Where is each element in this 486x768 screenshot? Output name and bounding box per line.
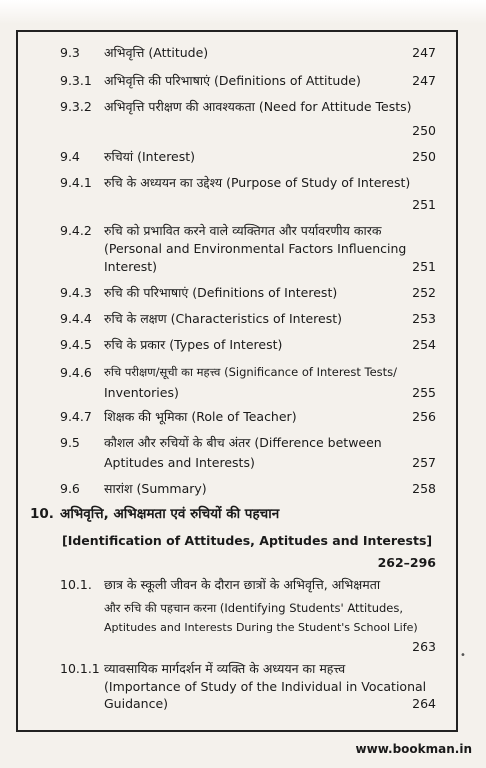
entry-title: व्यावसायिक मार्गदर्शन में व्यक्ति के अध्ययन का महत्त्व xyxy=(104,661,346,676)
chapter-title-hindi: अभिवृत्ति, अभिक्षमता एवं रुचियों की पहचान xyxy=(60,506,280,522)
entry-number: 9.5 xyxy=(60,435,80,450)
entry-title-line2: Aptitudes and Interests) xyxy=(104,455,255,470)
entry-title: रुचि परीक्षण/सूची का महत्त्व (Significance of Interest Tests/ xyxy=(104,365,398,379)
chapter-title-english: [Identification of Attitudes, Aptitudes and Interests] xyxy=(62,533,433,548)
stray-mark: • xyxy=(460,650,466,661)
entry-title: अभिवृत्ति की परिभाषाएं (Definitions of Attitude) xyxy=(104,73,361,88)
entry-number: 9.4.5 xyxy=(60,337,92,352)
entry-title: कौशल और रुचियों के बीच अंतर (Difference between xyxy=(104,435,382,450)
entry-title: छात्र के स्कूली जीवन के दौरान छात्रों के अभिवृत्ति, अभिक्षमता xyxy=(104,577,381,592)
chapter-number: 10. xyxy=(30,506,54,522)
entry-number: 9.3 xyxy=(60,45,80,60)
entry-page: 252 xyxy=(412,285,436,300)
entry-number: 9.3.1 xyxy=(60,73,92,88)
entry-title-line3: Guidance) xyxy=(104,696,169,711)
entry-page: 253 xyxy=(412,311,436,326)
entry-title-line2: (Personal and Environmental Factors Influencing xyxy=(104,241,407,256)
footer-url[interactable]: www.bookman.in xyxy=(355,742,472,756)
entry-title-line3: Aptitudes and Interests During the Student's School Life) xyxy=(104,621,418,634)
entry-title-line2: Inventories) xyxy=(104,385,179,400)
entry-page: 247 xyxy=(412,73,436,88)
entry-page: 263 xyxy=(412,639,436,654)
entry-title: सारांश (Summary) xyxy=(104,481,207,496)
entry-number: 9.4 xyxy=(60,149,80,164)
entry-title: रुचि के प्रकार (Types of Interest) xyxy=(104,337,283,352)
entry-title: अभिवृत्ति परीक्षण की आवश्यकता (Need for Attitude Tests) xyxy=(104,99,412,114)
entry-number: 9.4.2 xyxy=(60,223,92,238)
entry-page: 257 xyxy=(412,455,436,470)
entry-number: 10.1. xyxy=(60,577,92,592)
entry-page: 250 xyxy=(412,149,436,164)
entry-page: 251 xyxy=(412,197,436,212)
entry-title: रुचि की परिभाषाएं (Definitions of Interest) xyxy=(104,285,338,300)
top-page-edge xyxy=(0,0,486,24)
entry-title-line2: और रुचि की पहचान करना (Identifying Students' Attitudes, xyxy=(104,601,404,615)
entry-title: रुचियां (Interest) xyxy=(104,149,196,164)
entry-number: 10.1.1 xyxy=(60,661,100,676)
entry-page: 250 xyxy=(412,123,436,138)
entry-title-line2: (Importance of Study of the Individual in Vocational xyxy=(104,679,427,694)
entry-page: 258 xyxy=(412,481,436,496)
entry-page: 251 xyxy=(412,259,436,274)
entry-number: 9.4.3 xyxy=(60,285,92,300)
entry-title-line3: Interest) xyxy=(104,259,158,274)
entry-title: रुचि को प्रभावित करने वाले व्यक्तिगत और पर्यावरणीय कारक xyxy=(104,223,382,238)
entry-page: 247 xyxy=(412,45,436,60)
entry-number: 9.4.1 xyxy=(60,175,92,190)
entry-title: रुचि के अध्ययन का उद्देश्य (Purpose of Study of Interest) xyxy=(104,175,411,190)
entry-page: 256 xyxy=(412,409,436,424)
entry-number: 9.4.7 xyxy=(60,409,92,424)
entry-number: 9.3.2 xyxy=(60,99,92,114)
entry-page: 254 xyxy=(412,337,436,352)
entry-page: 264 xyxy=(412,696,436,711)
entry-title: रुचि के लक्षण (Characteristics of Interest) xyxy=(104,311,343,326)
entry-title: अभिवृत्ति (Attitude) xyxy=(104,45,209,60)
entry-number: 9.4.6 xyxy=(60,365,92,380)
entry-title: शिक्षक की भूमिका (Role of Teacher) xyxy=(104,409,297,424)
chapter-pages: 262–296 xyxy=(377,555,436,570)
entry-number: 9.6 xyxy=(60,481,80,496)
entry-page: 255 xyxy=(412,385,436,400)
entry-number: 9.4.4 xyxy=(60,311,92,326)
